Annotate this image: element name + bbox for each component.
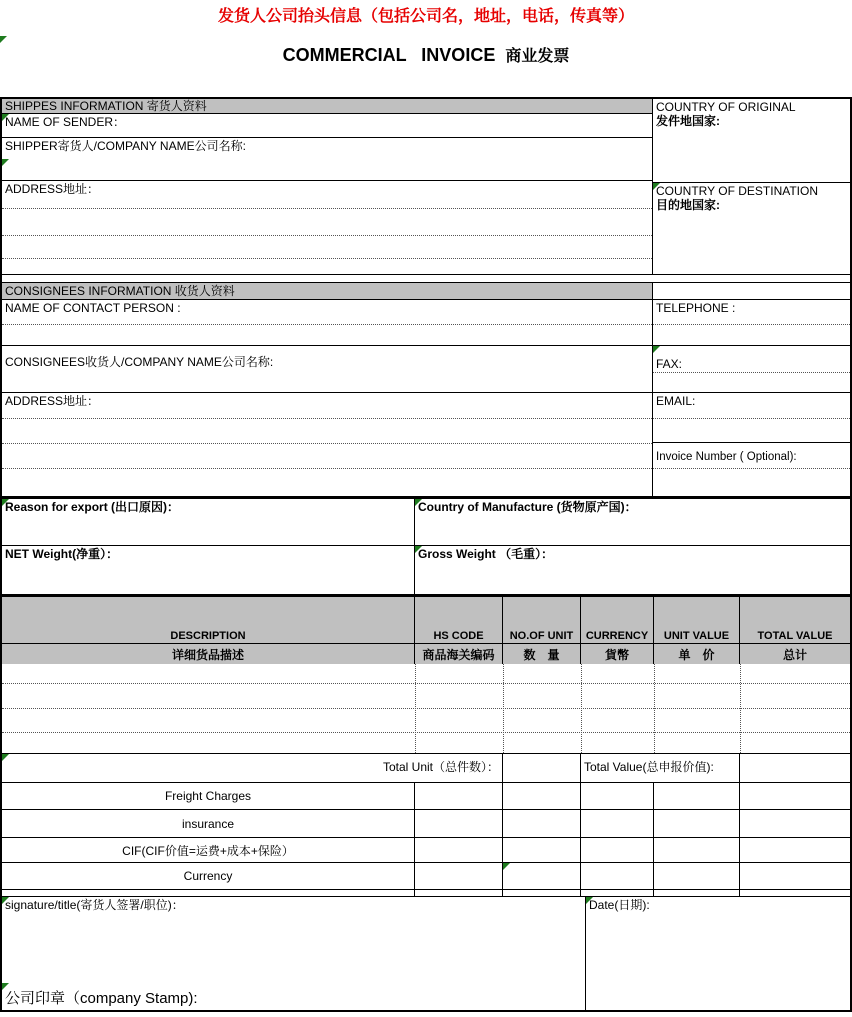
reason-for-export-cell[interactable]: [2, 497, 415, 546]
charge-value-cell[interactable]: [654, 810, 740, 838]
error-marker-icon: [415, 546, 422, 553]
charge-value-cell[interactable]: [581, 783, 654, 810]
error-marker-icon: [2, 499, 9, 506]
shipper-company-label: SHIPPER寄货人/COMPANY NAME公司名称:: [5, 139, 246, 153]
country-of-origin-cell[interactable]: [653, 99, 850, 183]
grid-line: [2, 732, 850, 733]
error-marker-icon: [653, 183, 660, 190]
fill-line: [2, 418, 652, 419]
error-marker-icon: [503, 863, 510, 870]
country-of-manufacture-cell[interactable]: [415, 497, 850, 546]
country-of-manufacture-label: Country of Manufacture (货物原产国)：: [418, 500, 637, 514]
freight-charges-row: [2, 783, 850, 810]
error-marker-icon: [653, 346, 660, 353]
company-letterhead-note: 发货人公司抬头信息（包括公司名，地址，电话，传真等）: [217, 8, 634, 25]
charge-value-cell[interactable]: [654, 783, 740, 810]
error-marker-icon: [0, 36, 7, 43]
charge-value-cell[interactable]: [503, 783, 581, 810]
charge-value-cell[interactable]: [581, 863, 654, 890]
shipper-address-cell[interactable]: [2, 181, 653, 275]
charge-value-cell[interactable]: [415, 838, 503, 863]
fill-line: [2, 235, 652, 236]
fill-line: [653, 418, 850, 419]
consignee-address-label: ADDRESS地址：: [5, 394, 100, 408]
country-of-destination-label-cn: 目的地国家:: [656, 198, 720, 213]
items-entry-area[interactable]: [2, 664, 850, 754]
items-header-description: DESCRIPTION 详细货品描述: [2, 597, 415, 664]
country-of-destination-cell[interactable]: [653, 183, 850, 275]
fill-line: [653, 468, 850, 469]
invoice-grid: [0, 97, 852, 1012]
insurance-row: [2, 810, 850, 838]
net-weight-label: NET Weight(净重）：: [5, 547, 119, 561]
items-header-total-value: TOTAL VALUE 总计: [740, 597, 850, 664]
charge-value-cell[interactable]: [654, 863, 740, 890]
document-title: [0, 43, 852, 66]
fill-line: [2, 208, 652, 209]
country-of-destination-label-en: COUNTRY OF DESTINATION: [656, 184, 819, 198]
error-marker-icon: [2, 159, 9, 166]
fill-line: [653, 324, 850, 325]
consignee-company-cell[interactable]: [2, 346, 653, 393]
signature-cell[interactable]: [2, 897, 586, 1010]
items-header-hs-code: HS CODE 商品海关编码: [415, 597, 503, 664]
total-unit-label-cell: [2, 754, 503, 783]
signature-label: signature/title(寄货人签署/职位)：: [5, 898, 184, 912]
email-label: EMAIL:: [656, 394, 696, 408]
charge-value-cell[interactable]: [740, 810, 850, 838]
company-stamp-label: 公司印章（company Stamp):: [5, 990, 198, 1007]
charge-value-cell[interactable]: [581, 838, 654, 863]
document-title-en: COMMERCIAL INVOICE: [282, 45, 496, 65]
reason-for-export-label: Reason for export (出口原因)：: [5, 500, 180, 514]
cif-row: [2, 838, 850, 863]
empty-cell[interactable]: [415, 890, 503, 897]
items-header-no-of-unit: NO.OF UNIT 数 量: [503, 597, 581, 664]
error-marker-icon: [415, 499, 422, 506]
error-marker-icon: [2, 983, 9, 990]
charge-value-cell[interactable]: [503, 838, 581, 863]
fax-cell[interactable]: [653, 346, 850, 393]
empty-cell[interactable]: [740, 890, 850, 897]
grid-line: [2, 708, 850, 709]
shipper-address-label: ADDRESS地址：: [5, 182, 100, 196]
section-header-shipper: SHIPPES INFORMATION 寄货人资料: [2, 99, 653, 114]
date-cell[interactable]: [586, 897, 850, 1010]
invoice-number-cell[interactable]: [653, 443, 850, 497]
charge-value-cell[interactable]: [415, 783, 503, 810]
charge-value-cell[interactable]: [503, 810, 581, 838]
error-marker-icon: [2, 754, 9, 761]
sender-name-cell[interactable]: [2, 114, 653, 138]
charge-value-cell[interactable]: [581, 810, 654, 838]
empty-row: [2, 890, 850, 897]
items-header-unit-value: UNIT VALUE 单 价: [654, 597, 740, 664]
country-of-origin-label-cn: 发件地国家:: [656, 114, 720, 129]
items-header-currency: CURRENCY 貨幣: [581, 597, 654, 664]
total-unit-value-cell[interactable]: [503, 754, 581, 783]
empty-cell[interactable]: [503, 890, 581, 897]
fill-line: [653, 372, 850, 373]
currency-row: [2, 863, 850, 890]
total-value-amount-cell[interactable]: [740, 754, 850, 783]
fill-line: [2, 324, 652, 325]
freight-charges-label: Freight Charges: [2, 783, 415, 810]
consignee-header-blank-cell: [653, 283, 850, 300]
empty-cell[interactable]: [2, 890, 415, 897]
spacer-row: [2, 275, 850, 283]
date-label: Date(日期):: [589, 898, 650, 912]
items-table-header: [2, 595, 850, 664]
charge-value-cell[interactable]: [654, 838, 740, 863]
charge-value-cell[interactable]: [415, 863, 503, 890]
insurance-label: insurance: [2, 810, 415, 838]
fill-line: [2, 468, 652, 469]
fill-line: [2, 443, 652, 444]
section-header-consignee: CONSIGNEES INFORMATION 收货人资料: [2, 283, 653, 300]
contact-person-label: NAME OF CONTACT PERSON :: [5, 301, 181, 315]
consignee-company-label: CONSIGNEES收货人/COMPANY NAME公司名称:: [5, 355, 274, 369]
fill-line: [2, 258, 652, 259]
empty-cell[interactable]: [581, 890, 654, 897]
total-value-label-cell: [581, 754, 740, 783]
consignee-address-cell[interactable]: [2, 393, 653, 497]
fax-label: FAX:: [656, 357, 683, 371]
telephone-label: TELEPHONE :: [656, 301, 736, 315]
country-of-origin-label-en: COUNTRY OF ORIGINAL: [656, 100, 796, 114]
empty-cell[interactable]: [654, 890, 740, 897]
sender-name-label: NAME OF SENDER：: [5, 115, 126, 129]
charge-value-cell[interactable]: [740, 838, 850, 863]
contact-person-cell[interactable]: [2, 300, 653, 346]
telephone-cell[interactable]: [653, 300, 850, 346]
gross-weight-cell[interactable]: [415, 546, 850, 595]
currency-label: Currency: [2, 863, 415, 890]
grid-line: [2, 683, 850, 684]
total-unit-label: Total Unit（总件数）：: [382, 760, 499, 774]
charge-value-cell[interactable]: [740, 783, 850, 810]
gross-weight-label: Gross Weight （毛重）：: [418, 547, 554, 561]
charge-value-cell[interactable]: [740, 863, 850, 890]
shipper-company-cell[interactable]: [2, 138, 653, 181]
total-value-label: Total Value(总申报价值):: [584, 760, 714, 774]
cif-label: CIF(CIF价值=运费+成本+保险）: [2, 838, 415, 863]
invoice-number-label: Invoice Number ( Optional):: [656, 451, 797, 463]
error-marker-icon: [586, 897, 593, 904]
email-cell[interactable]: [653, 393, 850, 443]
net-weight-cell[interactable]: [2, 546, 415, 595]
charge-value-cell[interactable]: [503, 863, 581, 890]
charge-value-cell[interactable]: [415, 810, 503, 838]
error-marker-icon: [2, 114, 9, 121]
document-title-cn: 商业发票: [505, 48, 570, 65]
